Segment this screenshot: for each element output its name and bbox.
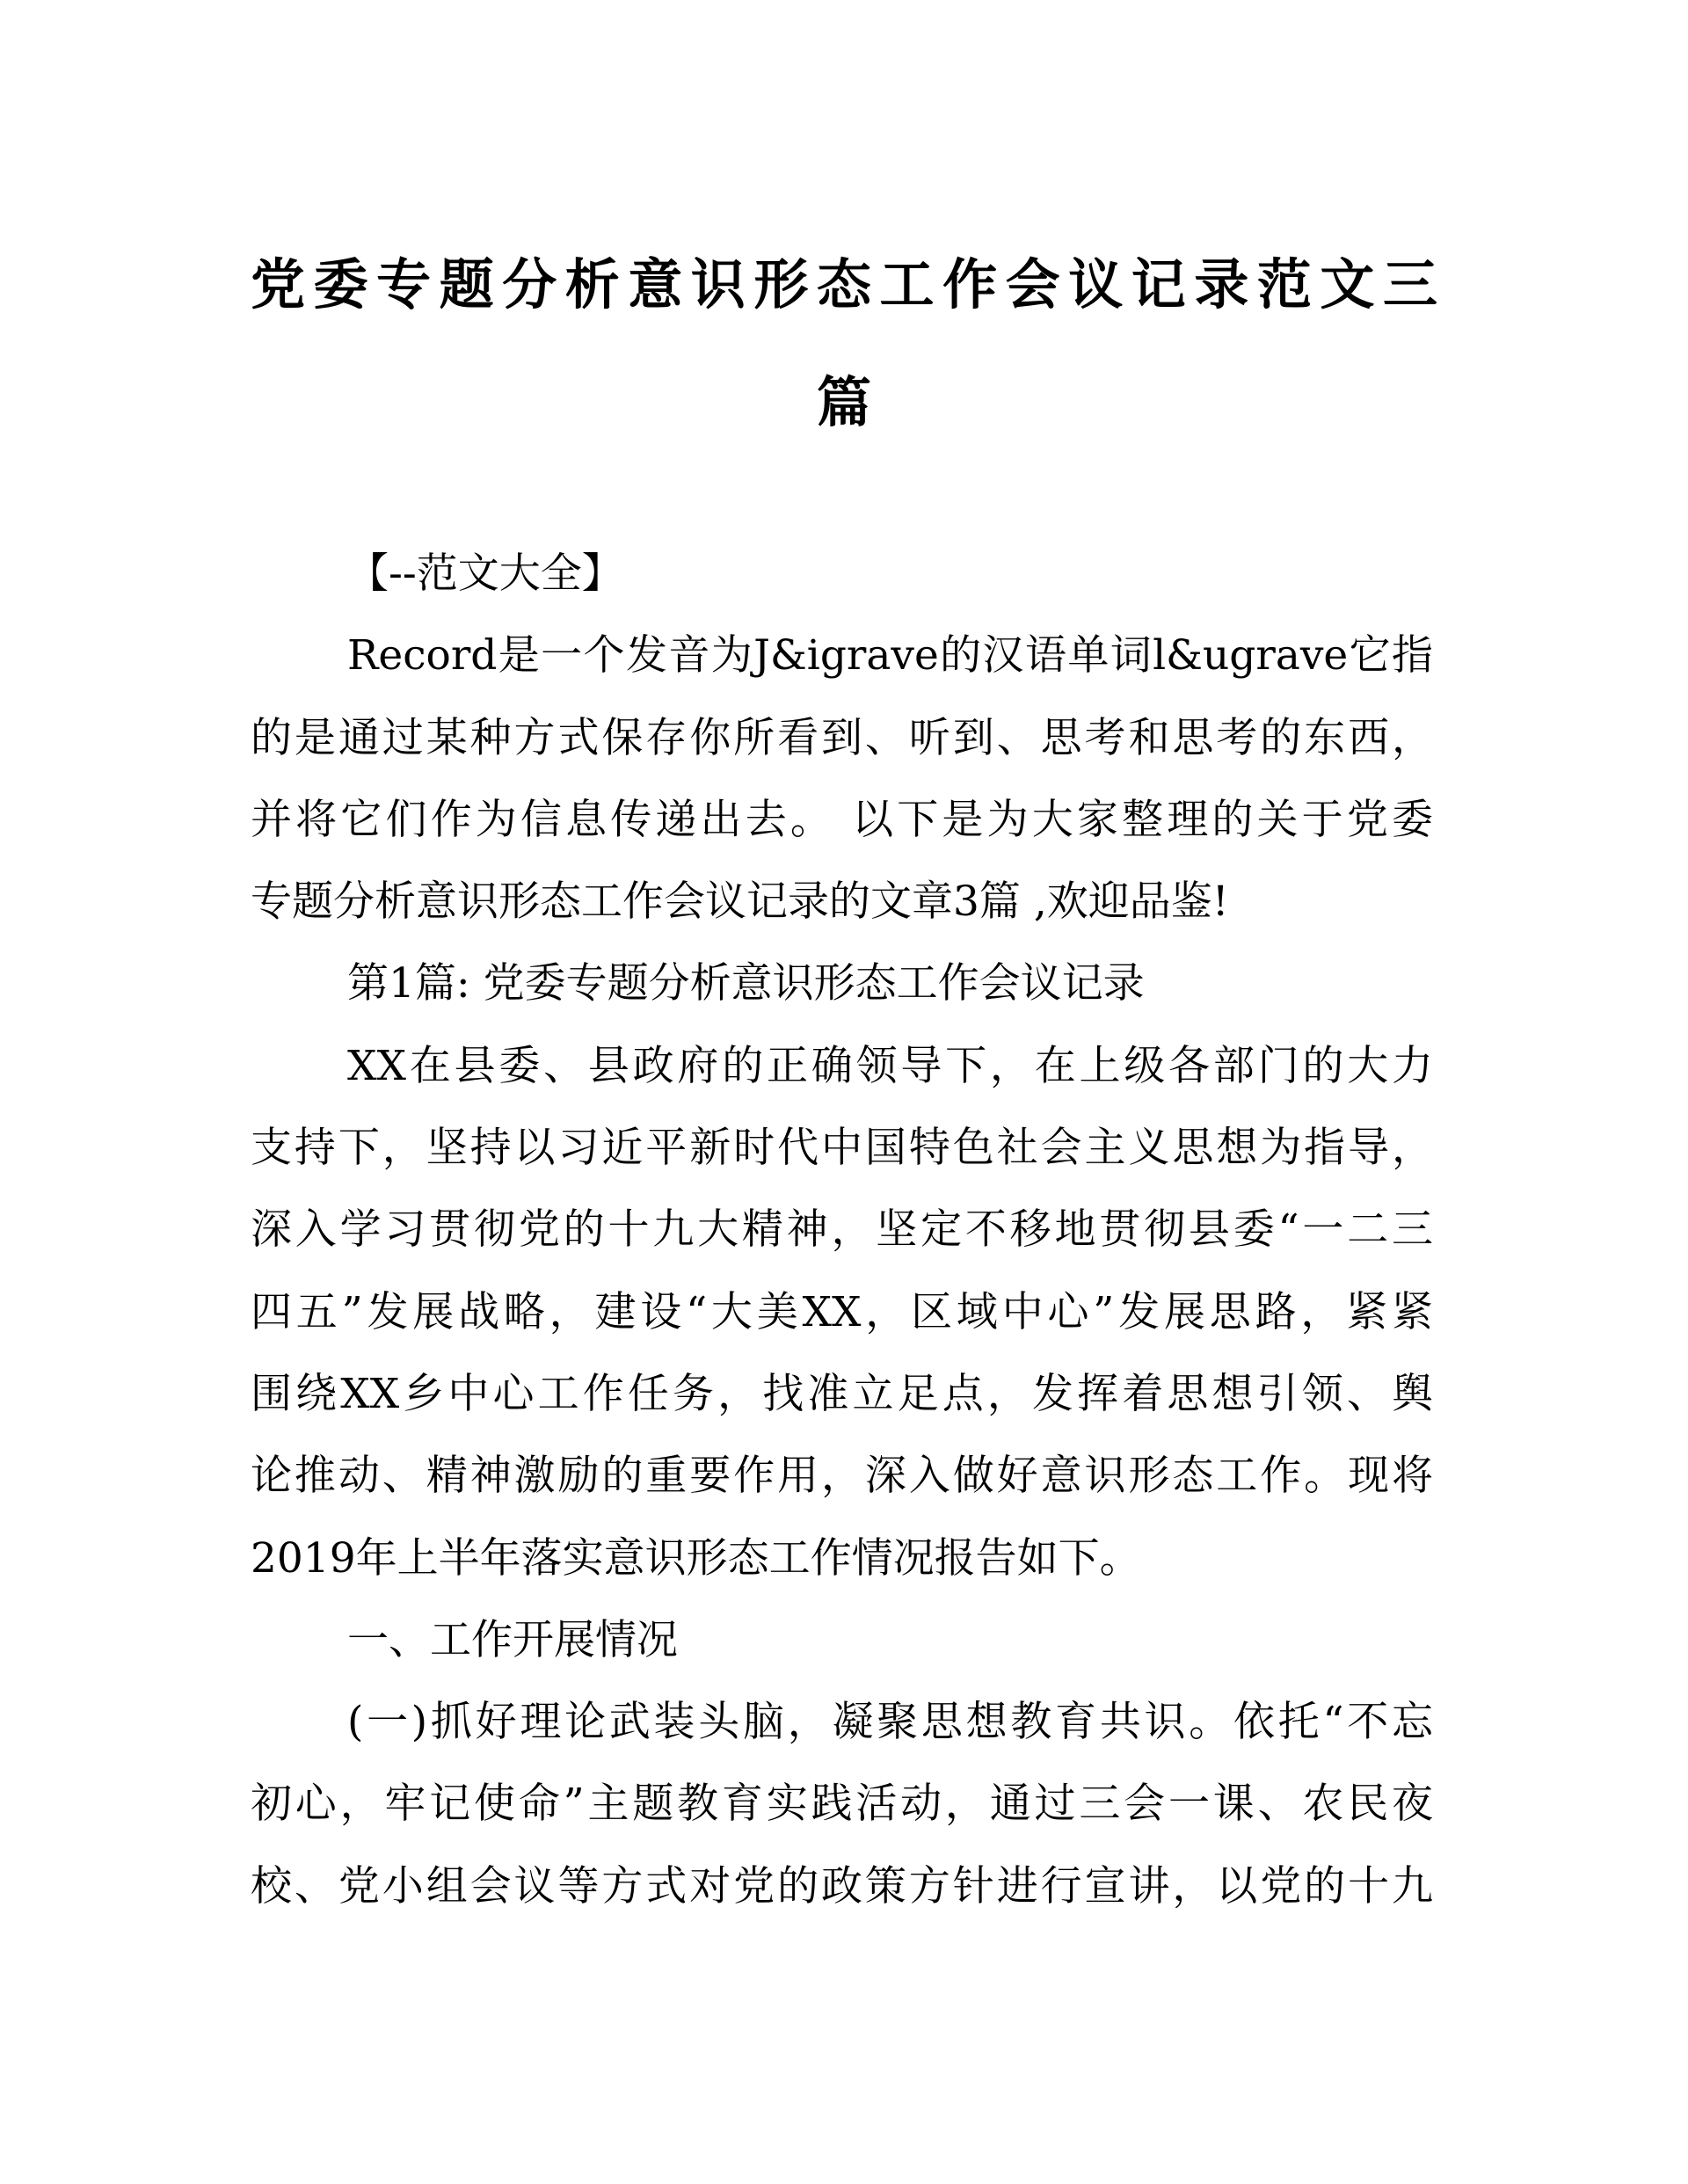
body-text-line: 2019年上半年落实意识形态工作情况报告如下。 (251, 1533, 1141, 1583)
body-text-line: 并将它们作为信息传递出去。 以下是为大家整理的关于党委 (251, 795, 1433, 844)
body-text-line: 支持下，坚持以习近平新时代中国特色社会主义思想为指导， (251, 1124, 1433, 1173)
document-title-line-2: 篇 (816, 370, 871, 434)
body-text-line: 初心，牢记使命”主题教育实践活动，通过三会一课、农民夜 (251, 1780, 1433, 1829)
body-text-line: XX在县委、县政府的正确领导下，在上级各部门的大力 (347, 1041, 1433, 1090)
body-text-line: 校、党小组会议等方式对党的政策方针进行宣讲，以党的十九 (251, 1861, 1433, 1911)
body-text-line: 论推动、精神激励的重要作用，深入做好意识形态工作。现将 (251, 1452, 1433, 1501)
body-text-line: 【--范文大全】 (347, 550, 623, 598)
body-text-line: 四五”发展战略，建设“大美XX，区域中心”发展思路，紧紧 (251, 1287, 1433, 1336)
document-title-line-1: 党委专题分析意识形态工作会议记录范文三 (251, 252, 1437, 317)
document-body (251, 533, 1433, 1927)
body-text-line: (一)抓好理论武装头脑，凝聚思想教育共识。依托“不忘 (347, 1698, 1433, 1747)
body-text-line: Record是一个发音为J&igrave的汉语单词l&ugrave它指 (347, 631, 1433, 681)
body-text-line: 深入学习贯彻党的十九大精神，坚定不移地贯彻县委“一二三 (251, 1205, 1433, 1255)
body-text-line: 围绕XX乡中心工作任务，找准立足点，发挥着思想引领、舆 (251, 1369, 1433, 1418)
body-text-line: 专题分析意识形态工作会议记录的文章3篇 ,欢迎品鉴! (251, 877, 1229, 927)
body-text-line: 一、工作开展情况 (347, 1615, 678, 1664)
body-text-line: 的是通过某种方式保存你所看到、听到、思考和思考的东西， (251, 713, 1433, 762)
body-text-line: 第1篇: 党委专题分析意识形态工作会议记录 (347, 959, 1145, 1008)
